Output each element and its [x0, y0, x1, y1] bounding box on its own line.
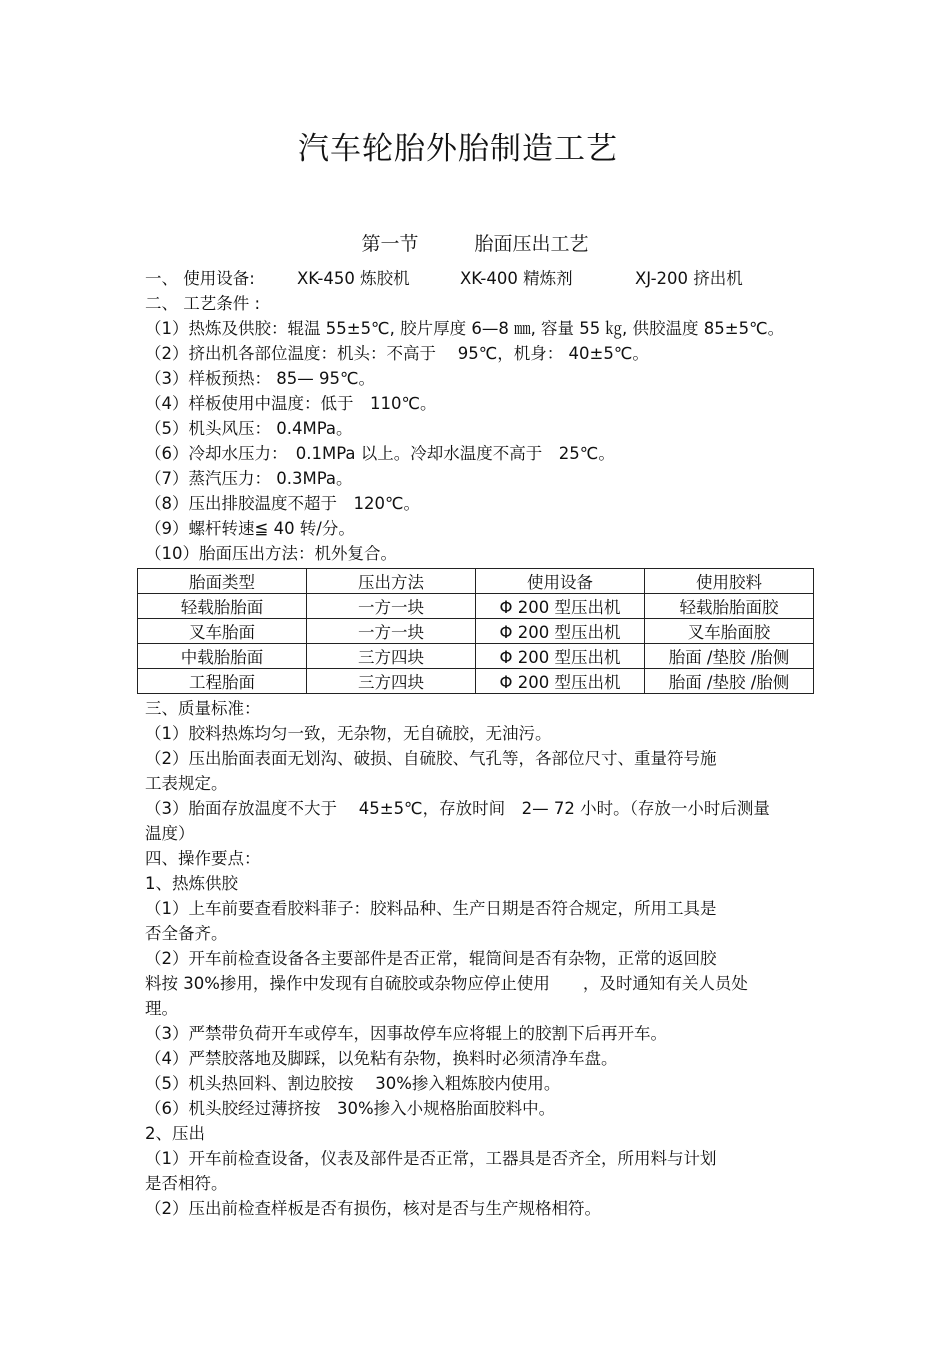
section-name: 胎面压出工艺 — [474, 233, 589, 255]
table-cell: 叉车胎面 — [138, 619, 307, 644]
operation-line: （1）上车前要查看胶料菲子：胶料品种、生产日期是否符合规定，所用工具是 — [145, 899, 717, 918]
operation-line: 理。 — [145, 999, 178, 1018]
document-body — [145, 266, 825, 1221]
equipment-item: XJ-200 挤出机 — [635, 269, 743, 288]
tread-table — [137, 568, 814, 694]
quality-header: 三、质量标准： — [145, 699, 261, 718]
quality-line: 工表规定。 — [145, 774, 228, 793]
operations-subheader: 1、热炼供胶 — [145, 874, 238, 893]
equipment-label: 一、 使用设备: — [145, 269, 255, 288]
operation-line: （2）压出前检查样板是否有损伤，核对是否与生产规格相符。 — [145, 1199, 601, 1218]
table-cell: 轻载胎胎面 — [138, 594, 307, 619]
operation-line: （2）开车前检查设备各主要部件是否正常，辊筒间是否有杂物，正常的返回胶 — [145, 949, 717, 968]
operation-line: （6）机头胶经过薄挤按 30%掺入小规格胎面胶料中。 — [145, 1099, 556, 1118]
quality-line: （3）胎面存放温度不大于 45±5℃，存放时间 2— 72 小时。（存放一小时后测量 — [145, 799, 770, 818]
table-cell: 中载胎胎面 — [138, 644, 307, 669]
operations-header: 四、操作要点： — [145, 849, 261, 868]
table-header-cell: 胎面类型 — [138, 569, 307, 594]
condition-line: （3）样板预热： 85— 95℃。 — [145, 369, 376, 388]
operation-line: （4）严禁胶落地及脚踩，以免粘有杂物，换料时必须清净车盘。 — [145, 1049, 618, 1068]
table-row — [138, 644, 814, 669]
table-header-cell: 压出方法 — [307, 569, 476, 594]
table-cell: Φ 200 型压出机 — [476, 619, 645, 644]
table-cell: Φ 200 型压出机 — [476, 594, 645, 619]
operation-line: （3）严禁带负荷开车或停车，因事故停车应将辊上的胶割下后再开车。 — [145, 1024, 667, 1043]
table-cell: 三方四块 — [307, 669, 476, 694]
table-cell: Φ 200 型压出机 — [476, 669, 645, 694]
table-cell: 一方一块 — [307, 619, 476, 644]
operation-line: （5）机头热回料、割边胶按 30%掺入粗炼胶内使用。 — [145, 1074, 561, 1093]
condition-line: （1）热炼及供胶：辊温 55±5℃, 胶片厚度 6—8 ㎜, 容量 55 ㎏, 供胶温度 85±5℃。 — [145, 319, 785, 338]
quality-line: （2）压出胎面表面无划沟、破损、自硫胶、气孔等，各部位尺寸、重量符号施 — [145, 749, 717, 768]
table-cell: 轻载胎胎面胶 — [645, 594, 814, 619]
table-header-cell: 使用胶料 — [645, 569, 814, 594]
operation-line: 否全备齐。 — [145, 924, 228, 943]
table-cell: 三方四块 — [307, 644, 476, 669]
conditions-header: 二、 工艺条件 : — [145, 294, 261, 313]
table-cell: Φ 200 型压出机 — [476, 644, 645, 669]
equipment-line — [145, 266, 825, 291]
condition-line: （4）样板使用中温度：低于 110℃。 — [145, 394, 437, 413]
section-heading — [0, 229, 950, 256]
table-row — [138, 594, 814, 619]
table-cell: 工程胎面 — [138, 669, 307, 694]
table-header-cell: 使用设备 — [476, 569, 645, 594]
equipment-item: XK-400 精炼剂 — [460, 269, 573, 288]
operation-line: 料按 30%掺用，操作中发现有自硫胶或杂物应停止使用 ，及时通知有关人员处 — [145, 974, 748, 993]
table-header-row — [138, 569, 814, 594]
condition-line: （6）冷却水压力： 0.1MPa 以上。冷却水温度不高于 25℃。 — [145, 444, 615, 463]
quality-line: （1）胶料热炼均匀一致，无杂物，无自硫胶，无油污。 — [145, 724, 552, 743]
table-cell: 一方一块 — [307, 594, 476, 619]
condition-line: （2）挤出机各部位温度：机头：不高于 95℃，机身： 40±5℃。 — [145, 344, 649, 363]
section-number: 第一节 — [361, 233, 419, 255]
quality-line: 温度） — [145, 824, 195, 843]
operations-subheader: 2、压出 — [145, 1124, 205, 1143]
table-row — [138, 669, 814, 694]
document-title: 汽车轮胎外胎制造工艺 — [298, 131, 618, 167]
table-row — [138, 619, 814, 644]
table-cell: 叉车胎面胶 — [645, 619, 814, 644]
condition-line: （9）螺杆转速≦ 40 转/分。 — [145, 519, 355, 538]
condition-line: （10）胎面压出方法：机外复合。 — [145, 544, 397, 563]
condition-line: （7）蒸汽压力： 0.3MPa。 — [145, 469, 353, 488]
condition-line: （5）机头风压： 0.4MPa。 — [145, 419, 353, 438]
operation-line: （1）开车前检查设备，仪表及部件是否正常，工器具是否齐全，所用料与计划 — [145, 1149, 717, 1168]
table-cell: 胎面 /垫胶 /胎侧 — [645, 644, 814, 669]
operation-line: 是否相符。 — [145, 1174, 228, 1193]
condition-line: （8）压出排胶温度不超于 120℃。 — [145, 494, 421, 513]
equipment-item: XK-450 炼胶机 — [297, 269, 410, 288]
table-cell: 胎面 /垫胶 /胎侧 — [645, 669, 814, 694]
